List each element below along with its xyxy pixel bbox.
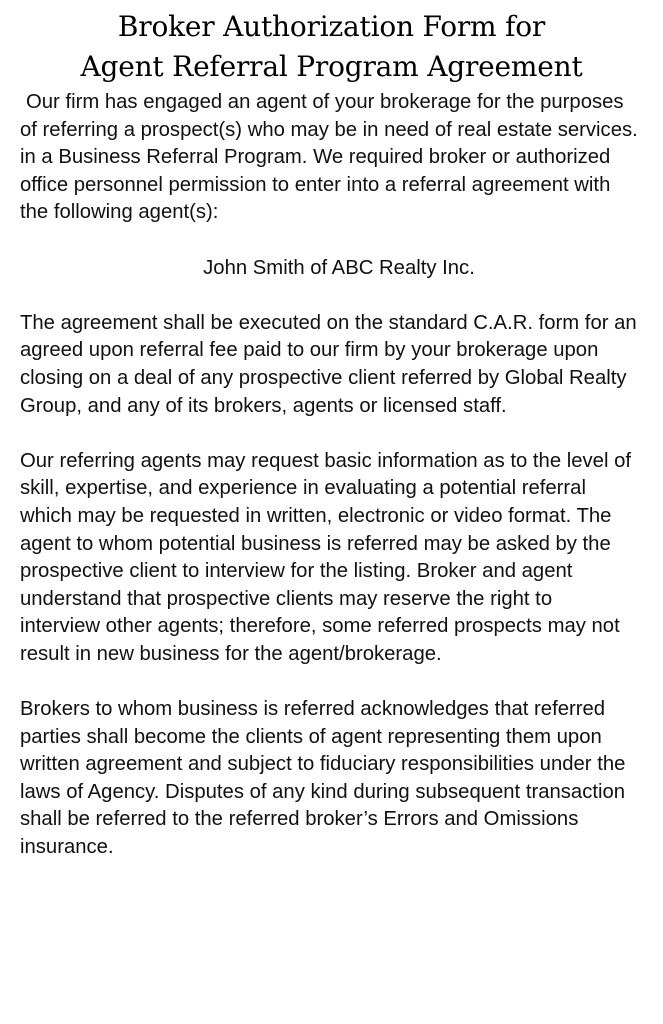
document-title [0, 7, 663, 87]
information-paragraph: Our referring agents may request basic information as to the level of skill, expertise, and experience in evaluating a potential referral which may be requested in written, electronic or video format. The agent to whom potential business is referred may be asked by the prospective client to interview for the listing. Broker and agent understand that prospective clients may reserve the right to interview other agents; therefore, some referred prospects may not result in new business for the agent/brokerage. [20, 449, 631, 665]
title-line-2: Agent Referral Program Agreement [80, 50, 583, 83]
title-line-1: Broker Authorization Form for [117, 10, 546, 43]
clients-paragraph: Brokers to whom business is referred acknowledges that referred parties shall become the clients of agent representing them upon written agreement and subject to fiduciary responsibilities under the laws of Agency. Disputes of any kind during subsequent transaction shall be referred to the referred broker’s Errors and Omissions insurance. [20, 698, 626, 859]
agreement-paragraph: The agreement shall be executed on the standard C.A.R. form for an agreed upon referral fee paid to our firm by your brokerage upon closing on a deal of any prospective client referred by Global Realty Group, and any of its brokers, agents or licensed staff. [20, 311, 637, 417]
intro-paragraph: Our firm has engaged an agent of your brokerage for the purposes of referring a prospect(s) who may be in need of real estate services. in a Business Referral Program. We required broker or authorized office personnel permission to enter into a referral agreement with the following agent(s): [20, 91, 638, 224]
document-body [20, 89, 650, 889]
agent-name-line: John Smith of ABC Realty Inc. [203, 256, 475, 279]
